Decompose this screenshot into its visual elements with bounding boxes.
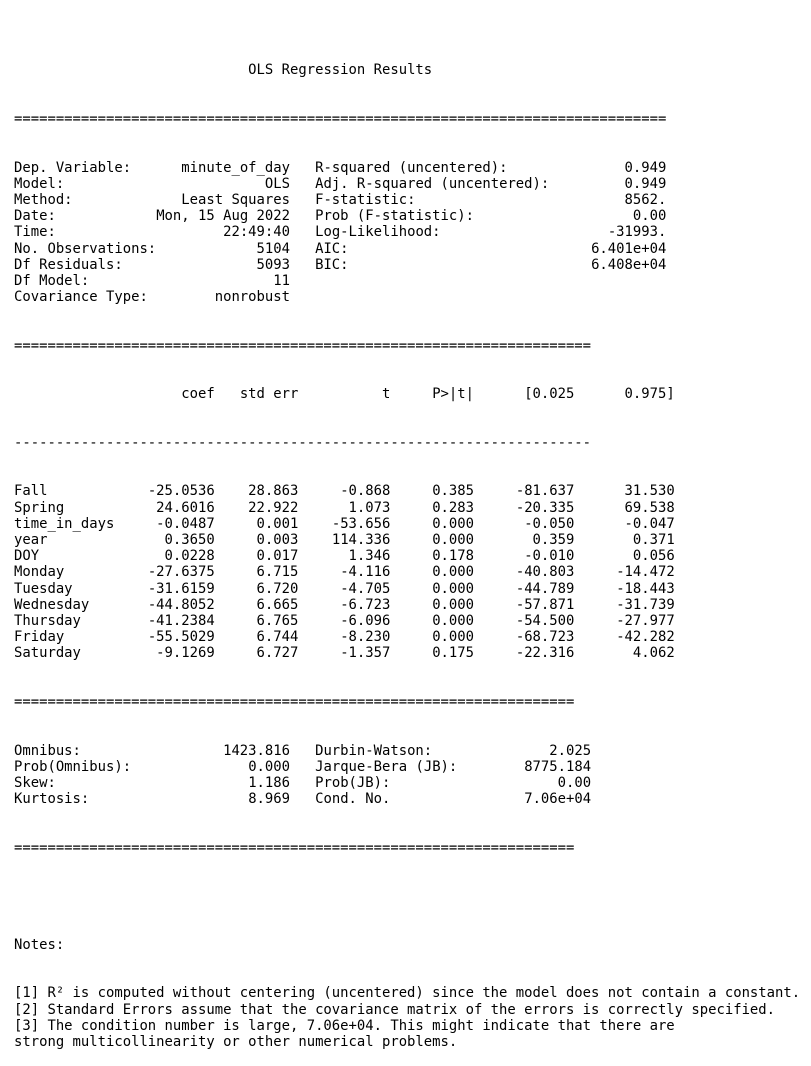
coef-header-cell: 0.975]	[574, 386, 675, 403]
summary-right-label: Adj. R-squared (uncentered):	[315, 175, 550, 192]
coef-cell: -0.050	[474, 515, 575, 532]
pad	[73, 192, 182, 208]
coef-header-cell: coef	[131, 386, 215, 403]
coef-cell: -81.637	[474, 483, 575, 500]
note-line	[14, 1002, 800, 1018]
pad	[89, 791, 248, 807]
pad	[148, 289, 215, 305]
diag-right-label: Prob(JB):	[315, 774, 391, 791]
coef-cell: -0.868	[298, 483, 391, 500]
coef-cell: 0.000	[390, 532, 475, 549]
blank-line	[14, 888, 800, 904]
coef-cell: -31.6159	[131, 580, 215, 597]
pad	[290, 257, 315, 273]
coef-header-cell: std err	[214, 386, 299, 403]
coef-cell: -54.500	[474, 612, 575, 629]
coef-cell: -18.443	[574, 580, 675, 597]
coef-cell: -1.357	[298, 645, 391, 662]
pad	[290, 791, 315, 807]
coef-cell: -27.6375	[131, 564, 215, 581]
diag-right-value: 7.06e+04	[524, 791, 592, 808]
coef-cell: -53.656	[298, 515, 391, 532]
summary-row	[14, 160, 800, 176]
diagnostics-block	[14, 743, 800, 808]
diag-left-label: Prob(Omnibus):	[14, 758, 132, 775]
diag-left-value: 1423.816	[223, 742, 290, 759]
coef-header-rule: ---------------------------------------------------------------------	[14, 434, 592, 451]
coef-cell: -44.8052	[131, 596, 215, 613]
pad	[390, 775, 557, 791]
summary-right-label: R-squared (uncentered):	[315, 159, 508, 176]
summary-left-value: Mon, 15 Aug 2022	[156, 208, 290, 225]
notes-list	[14, 985, 800, 1050]
pad	[123, 257, 257, 273]
coef-cell: 0.000	[390, 629, 475, 646]
pad	[56, 224, 223, 240]
coef-cell: -6.723	[298, 596, 391, 613]
coef-cell: 0.178	[390, 548, 475, 565]
summary-row	[14, 241, 800, 257]
pad	[349, 257, 592, 273]
report-title	[14, 62, 800, 78]
coef-row	[14, 532, 800, 548]
coef-row-name: Fall	[14, 483, 132, 500]
coef-row	[14, 548, 800, 564]
summary-left-label: Time:	[14, 224, 56, 241]
diag-right-value: 0.00	[557, 774, 592, 791]
summary-left-value: minute_of_day	[181, 159, 290, 176]
diagnostics-row	[14, 791, 800, 807]
summary-left-label: Date:	[14, 208, 56, 225]
coef-cell: -31.739	[574, 596, 675, 613]
summary-row	[14, 176, 800, 192]
coef-cell: -40.803	[474, 564, 575, 581]
coef-cell: 0.000	[390, 515, 475, 532]
summary-right-label: Log-Likelihood:	[315, 224, 441, 241]
coef-cell: -0.0487	[131, 515, 215, 532]
coef-row-name: Monday	[14, 564, 132, 581]
summary-left-value: nonrobust	[214, 289, 290, 306]
diag-left-label: Skew:	[14, 774, 56, 791]
pad	[290, 759, 315, 775]
coef-cell: 1.073	[298, 499, 391, 516]
coef-cell: -14.472	[574, 564, 675, 581]
pad	[390, 791, 524, 807]
coef-cell: -41.2384	[131, 612, 215, 629]
coef-cell: -20.335	[474, 499, 575, 516]
coef-cell: 0.371	[574, 532, 675, 549]
summary-right-label: AIC:	[315, 240, 349, 257]
coef-cell: 0.056	[574, 548, 675, 565]
coef-cell: -44.789	[474, 580, 575, 597]
coef-cell: -0.010	[474, 548, 575, 565]
coef-bottom-rule: ===================================================================	[14, 693, 575, 710]
coef-row	[14, 581, 800, 597]
coef-cell: 0.003	[214, 532, 299, 549]
note-text: [3] The condition number is large, 7.06e+04. This might indicate that there are	[14, 1017, 675, 1034]
summary-right-value: 0.949	[624, 159, 667, 176]
coef-cell: -25.0536	[131, 483, 215, 500]
coef-cell: 22.922	[214, 499, 299, 516]
note-text: strong multicollinearity or other numerical problems.	[14, 1034, 458, 1051]
coef-cell: -22.316	[474, 645, 575, 662]
coef-row-name: time_in_days	[14, 515, 132, 532]
model-summary-block	[14, 160, 800, 306]
pad	[56, 775, 248, 791]
summary-row	[14, 224, 800, 240]
summary-right-value: 8562.	[624, 191, 667, 208]
coef-cell: 4.062	[574, 645, 675, 662]
summary-left-value: 5104	[256, 240, 290, 257]
pad	[457, 759, 524, 775]
summary-right-value: -31993.	[607, 224, 667, 241]
summary-right-label: Prob (F-statistic):	[315, 208, 474, 225]
diagnostics-row	[14, 743, 800, 759]
diag-right-label: Jarque-Bera (JB):	[315, 758, 458, 775]
coef-cell: -4.116	[298, 564, 391, 581]
coef-cell: 0.000	[390, 612, 475, 629]
coef-cell: 0.385	[390, 483, 475, 500]
pad	[290, 775, 315, 791]
coef-cell: 0.3650	[131, 532, 215, 549]
pad	[290, 208, 315, 224]
pad	[441, 224, 608, 240]
pad	[290, 224, 315, 240]
coef-row	[14, 597, 800, 613]
coef-row-name: DOY	[14, 548, 132, 565]
diag-left-value: 0.000	[248, 758, 291, 775]
coef-cell: -4.705	[298, 580, 391, 597]
summary-left-value: OLS	[264, 175, 290, 192]
pad	[549, 176, 624, 192]
summary-left-value: Least Squares	[181, 191, 290, 208]
diag-left-label: Omnibus:	[14, 742, 81, 759]
coef-row-name: Thursday	[14, 612, 132, 629]
coef-row	[14, 645, 800, 661]
diag-right-label: Cond. No.	[315, 791, 391, 808]
diagnostics-row	[14, 759, 800, 775]
pad	[290, 160, 315, 176]
coef-row	[14, 483, 800, 499]
coef-cell: 31.530	[574, 483, 675, 500]
pad	[290, 241, 315, 257]
coef-row	[14, 613, 800, 629]
pad	[290, 176, 315, 192]
pad	[290, 743, 315, 759]
coef-header-cell: P>|t|	[390, 386, 475, 403]
note-line	[14, 1018, 800, 1034]
coef-cell: 6.744	[214, 629, 299, 646]
note-line	[14, 1034, 800, 1050]
coef-cell: 0.001	[214, 515, 299, 532]
pad	[349, 241, 592, 257]
coef-cell: -27.977	[574, 612, 675, 629]
coef-row-name: Friday	[14, 629, 132, 646]
coef-cell: -8.230	[298, 629, 391, 646]
coef-cell: 0.000	[390, 580, 475, 597]
coef-cell: 6.665	[214, 596, 299, 613]
pad	[415, 192, 624, 208]
coef-header-cell: [0.025	[474, 386, 575, 403]
pad	[290, 192, 315, 208]
coef-cell: 6.720	[214, 580, 299, 597]
diag-right-value: 2.025	[549, 742, 592, 759]
coef-cell: 0.175	[390, 645, 475, 662]
coef-cell: 0.000	[390, 596, 475, 613]
coef-cell: 0.000	[390, 564, 475, 581]
coef-cell: 69.538	[574, 499, 675, 516]
coef-cell: 24.6016	[131, 499, 215, 516]
title-text: OLS Regression Results	[248, 62, 433, 79]
summary-left-label: Dep. Variable:	[14, 159, 132, 176]
coef-cell: 0.0228	[131, 548, 215, 565]
coef-cell: 28.863	[214, 483, 299, 500]
coef-cell: -9.1269	[131, 645, 215, 662]
summary-right-label: BIC:	[315, 256, 349, 273]
pad	[131, 759, 248, 775]
diagnostics-row	[14, 775, 800, 791]
pad	[507, 160, 624, 176]
summary-right-value: 0.949	[624, 175, 667, 192]
coef-cell: -55.5029	[131, 629, 215, 646]
coef-row	[14, 500, 800, 516]
summary-right-value: 0.00	[632, 208, 667, 225]
note-line	[14, 985, 800, 1001]
pad	[89, 273, 273, 289]
summary-right-value: 6.401e+04	[591, 240, 667, 257]
pad	[64, 176, 265, 192]
summary-left-label: Method:	[14, 191, 73, 208]
coef-cell: 0.017	[214, 548, 299, 565]
coef-header-row	[14, 386, 800, 402]
summary-left-value: 5093	[256, 256, 290, 273]
coef-cell: 114.336	[298, 532, 391, 549]
summary-right-label: F-statistic:	[315, 191, 416, 208]
coef-row-name: Tuesday	[14, 580, 132, 597]
coef-cell: 6.765	[214, 612, 299, 629]
pad	[156, 241, 256, 257]
coef-cell: -42.282	[574, 629, 675, 646]
diag-left-value: 8.969	[248, 791, 291, 808]
note-text: [2] Standard Errors assume that the covariance matrix of the errors is correctly specified.	[14, 1001, 776, 1018]
diag-left-value: 1.186	[248, 774, 291, 791]
summary-left-label: Df Model:	[14, 272, 90, 289]
coef-header-cell: t	[298, 386, 391, 403]
coef-cell: -0.047	[574, 515, 675, 532]
coef-cell: 0.359	[474, 532, 575, 549]
title-pad	[14, 62, 248, 78]
coef-cell: 0.283	[390, 499, 475, 516]
coef-row-name: Saturday	[14, 645, 132, 662]
coef-row	[14, 629, 800, 645]
diag-left-label: Kurtosis:	[14, 791, 90, 808]
coef-cell: -68.723	[474, 629, 575, 646]
pad	[432, 743, 549, 759]
notes-heading: Notes:	[14, 936, 65, 953]
coef-row	[14, 516, 800, 532]
coef-row-name: Wednesday	[14, 596, 132, 613]
summary-left-label: Covariance Type:	[14, 289, 148, 306]
summary-left-value: 22:49:40	[223, 224, 290, 241]
diag-right-label: Durbin-Watson:	[315, 742, 433, 759]
coefficient-table	[14, 483, 800, 661]
coef-row-name: year	[14, 532, 132, 549]
ols-regression-report	[14, 30, 800, 1066]
summary-row	[14, 273, 800, 289]
note-text: [1] R² is computed without centering (uncentered) since the model does not contain a constant.	[14, 985, 801, 1002]
coef-header-cell	[14, 386, 131, 402]
coef-row-name: Spring	[14, 499, 132, 516]
diag-bottom-rule: ===================================================================	[14, 839, 575, 856]
summary-left-label: Model:	[14, 175, 65, 192]
coef-cell: 6.727	[214, 645, 299, 662]
coef-row	[14, 564, 800, 580]
coef-cell: -6.096	[298, 612, 391, 629]
coef-cell: 1.346	[298, 548, 391, 565]
summary-left-label: Df Residuals:	[14, 256, 123, 273]
pad	[81, 743, 223, 759]
summary-row	[14, 192, 800, 208]
summary-row	[14, 208, 800, 224]
summary-left-label: No. Observations:	[14, 240, 157, 257]
pad	[131, 160, 181, 176]
summary-row	[14, 257, 800, 273]
pad	[56, 208, 156, 224]
pad	[474, 208, 633, 224]
diag-right-value: 8775.184	[524, 758, 592, 775]
coef-cell: 6.715	[214, 564, 299, 581]
coef-cell: -57.871	[474, 596, 575, 613]
summary-rule: =====================================================================	[14, 337, 592, 354]
summary-row	[14, 289, 800, 305]
top-rule: ==============================================================================	[14, 111, 667, 127]
summary-right-value: 6.408e+04	[591, 256, 667, 273]
summary-left-value: 11	[273, 272, 290, 289]
